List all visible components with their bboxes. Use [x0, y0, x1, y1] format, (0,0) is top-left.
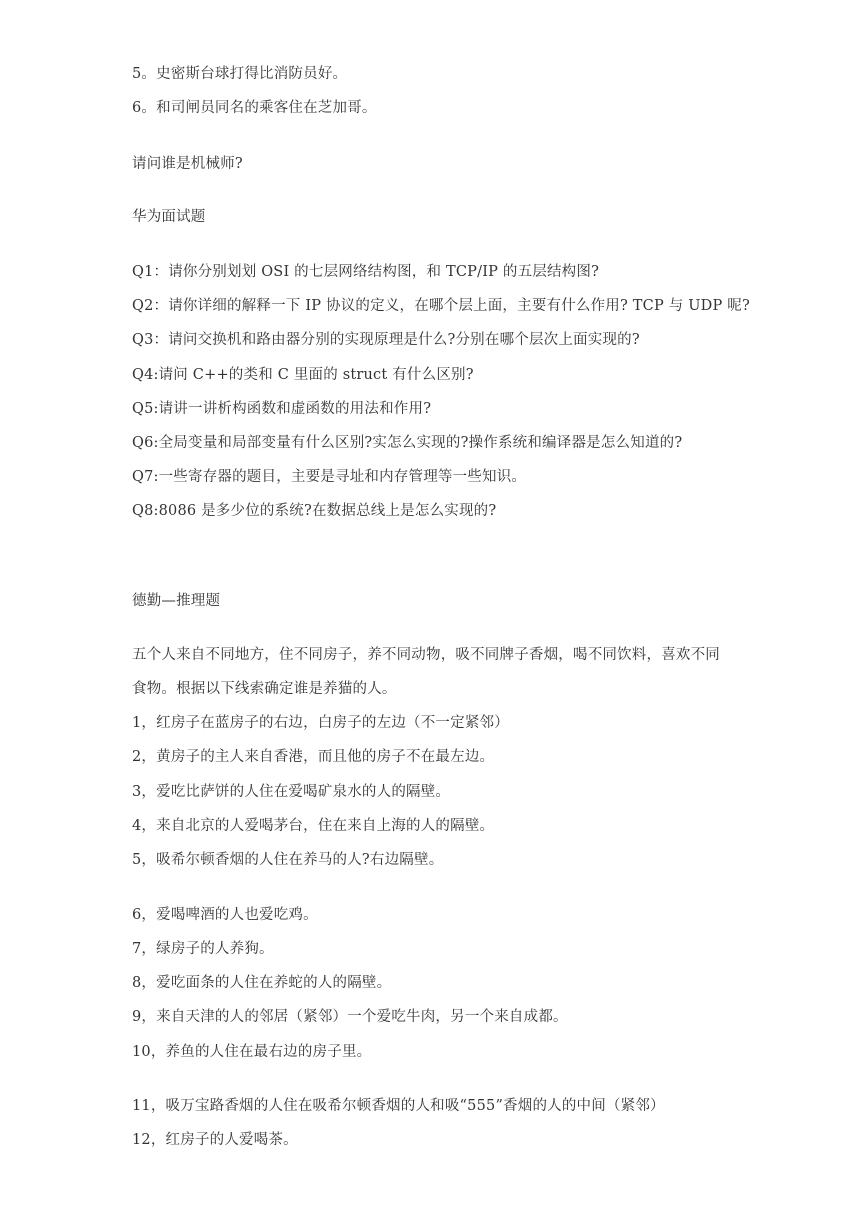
deloitte-clue-7: 7，绿房子的人养狗。	[132, 941, 274, 957]
riddle-clue-6: 6。和司闸员同名的乘客住在芝加哥。	[132, 100, 377, 116]
huawei-q7: Q7:一些寄存器的题目，主要是寻址和内存管理等一些知识。	[132, 469, 527, 485]
deloitte-clue-12: 12，红房子的人爱喝茶。	[132, 1132, 298, 1148]
section-heading-deloitte: 德勤—推理题	[132, 593, 221, 609]
huawei-q5: Q5:请讲一讲析构函数和虚函数的用法和作用?	[132, 401, 432, 417]
deloitte-clue-10: 10，养鱼的人住在最右边的房子里。	[132, 1044, 372, 1060]
deloitte-clue-2: 2，黄房子的主人来自香港，而且他的房子不在最左边。	[132, 749, 495, 765]
section-heading-huawei: 华为面试题	[132, 209, 206, 225]
huawei-q3: Q3：请问交换机和路由器分别的实现原理是什么?分别在哪个层次上面实现的?	[132, 332, 640, 348]
deloitte-clue-3: 3，爱吃比萨饼的人住在爱喝矿泉水的人的隔壁。	[132, 784, 451, 800]
deloitte-clue-11: 11，吸万宝路香烟的人住在吸希尔顿香烟的人和吸“555”香烟的人的中间（紧邻）	[132, 1098, 665, 1114]
riddle-clue-5: 5。史密斯台球打得比消防员好。	[132, 66, 348, 82]
deloitte-clue-8: 8，爱吃面条的人住在养蛇的人的隔壁。	[132, 975, 392, 991]
huawei-q4: Q4:请问 C++的类和 C 里面的 struct 有什么区别?	[132, 367, 474, 383]
deloitte-clue-1: 1，红房子在蓝房子的右边，白房子的左边（不一定紧邻）	[132, 715, 509, 731]
deloitte-clue-9: 9，来自天津的人的邻居（紧邻）一个爱吃牛肉，另一个来自成都。	[132, 1009, 568, 1025]
huawei-q6: Q6:全局变量和局部变量有什么区别?实怎么实现的?操作系统和编译器是怎么知道的?	[132, 435, 683, 451]
deloitte-clue-4: 4，来自北京的人爱喝茅台，住在来自上海的人的隔壁。	[132, 818, 495, 834]
huawei-q8: Q8:8086 是多少位的系统?在数据总线上是怎么实现的?	[132, 503, 497, 519]
deloitte-intro-line-2: 食物。根据以下线索确定谁是养猫的人。	[132, 681, 397, 697]
huawei-q1: Q1：请你分别划划 OSI 的七层网络结构图，和 TCP/IP 的五层结构图?	[132, 264, 600, 280]
deloitte-clue-6: 6，爱喝啤酒的人也爱吃鸡。	[132, 907, 318, 923]
deloitte-intro-line-1: 五个人来自不同地方，住不同房子，养不同动物，吸不同牌子香烟，喝不同饮料，喜欢不同	[132, 647, 720, 663]
riddle-question: 请问谁是机械师?	[132, 156, 243, 172]
huawei-q2: Q2：请你详细的解释一下 IP 协议的定义，在哪个层上面，主要有什么作用? TCP 与 UDP 呢?	[132, 298, 750, 314]
deloitte-clue-5: 5，吸希尔顿香烟的人住在养马的人?右边隔壁。	[132, 852, 444, 868]
